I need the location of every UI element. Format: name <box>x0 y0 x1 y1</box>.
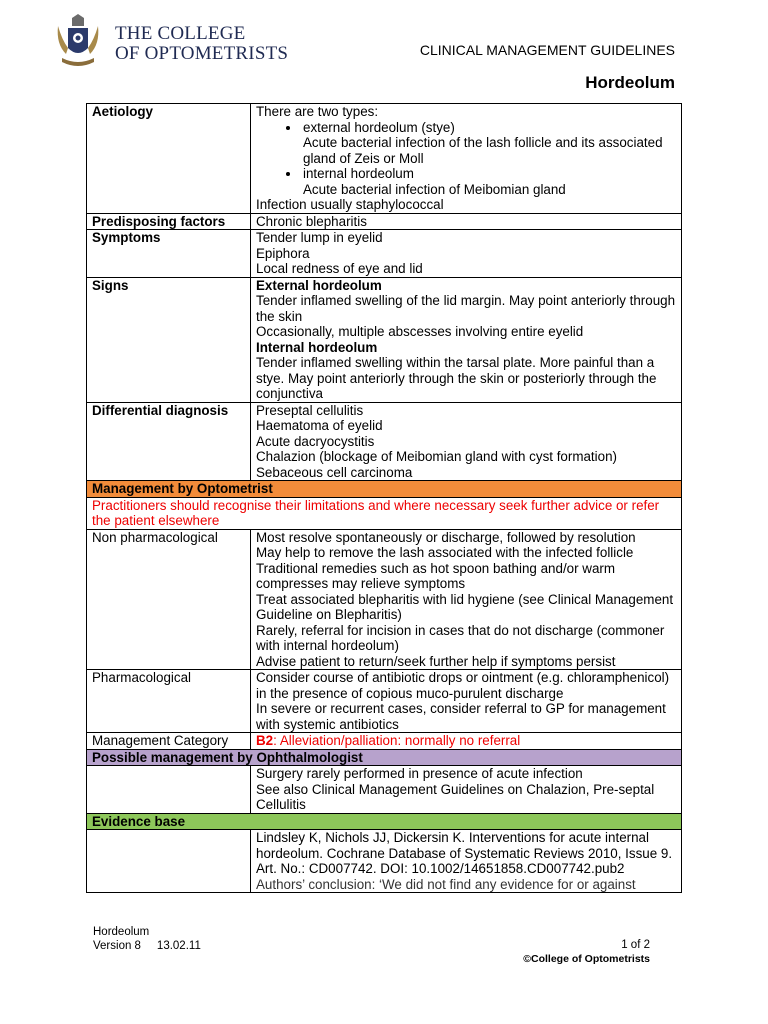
row-symptoms <box>87 230 682 278</box>
list-item <box>301 166 676 197</box>
label-signs: Signs <box>87 277 251 402</box>
list-item: Epiphora <box>256 245 310 261</box>
guidelines-heading: CLINICAL MANAGEMENT GUIDELINES <box>419 42 675 58</box>
list-item: Local redness of eye and lid <box>256 261 423 276</box>
management-warning: Practitioners should recognise their limitations and where necessary seek further advice or refer the patient elsewhere <box>87 497 682 529</box>
row-differential <box>87 402 682 481</box>
row-pharmacological <box>87 670 682 733</box>
label-predisposing: Predisposing factors <box>87 213 251 230</box>
list-item: Acute dacryocystitis <box>256 433 375 449</box>
list-item: See also Clinical Management Guidelines on Chalazion, Pre-septal Cellulitis <box>256 781 655 812</box>
row-non-pharmacological <box>87 529 682 670</box>
label-aetiology: Aetiology <box>87 104 251 214</box>
list-item: Tender inflamed swelling within the tarsal plate. More painful than a stye. May point anteriorly through the skin or posteriorly through the conjunctiva <box>256 355 657 401</box>
row-predisposing <box>87 213 682 230</box>
list-item: Rarely, referral for incision in cases that do not discharge (commoner with internal hordeolum) <box>256 622 665 653</box>
type-2-title: internal hordeolum <box>303 166 414 181</box>
document-title: Hordeolum <box>585 73 675 92</box>
list-item: Consider course of antibiotic drops or ointment (e.g. chloramphenicol) in the presence of copious muco-purulent discharge <box>256 670 670 701</box>
row-management-warning <box>87 497 682 529</box>
footer-doc-name: Hordeolum <box>93 926 150 938</box>
row-ophthalmologist-header <box>87 749 682 766</box>
type-1-desc: Acute bacterial infection of the lash follicle and its associated gland of Zeis or Moll <box>303 135 663 166</box>
aetiology-outro: Infection usually staphylococcal <box>256 197 444 212</box>
cell-signs <box>251 277 682 402</box>
page-number: 1 of 2 <box>621 939 650 951</box>
category-text: : Alleviation/palliation: normally no referral <box>273 733 521 748</box>
section-header-evidence: Evidence base <box>87 813 682 830</box>
organisation-name <box>115 24 288 64</box>
list-item: Most resolve spontaneously or discharge, followed by resolution <box>256 529 636 545</box>
aetiology-types-list <box>256 120 676 198</box>
list-item: Tender lump in eyelid <box>256 230 383 245</box>
signs-internal-heading: Internal hordeolum <box>256 339 378 355</box>
list-item: Tender inflamed swelling of the lid margin. May point anteriorly through the skin <box>256 293 676 324</box>
label-empty <box>87 766 251 814</box>
list-item: Advise patient to return/seek further help if symptoms persist <box>256 653 616 669</box>
copyright: ©College of Optometrists <box>523 953 650 965</box>
org-line-1: THE COLLEGE <box>115 23 246 44</box>
cell-differential <box>251 402 682 481</box>
college-crest-logo <box>52 14 104 68</box>
evidence-conclusion: Authors’ conclusion: ‘We did not find any evidence for or against <box>256 876 636 892</box>
row-management-category <box>87 733 682 750</box>
list-item: Sebaceous cell carcinoma <box>256 464 413 480</box>
type-2-desc: Acute bacterial infection of Meibomian gland <box>303 181 566 197</box>
label-symptoms: Symptoms <box>87 230 251 278</box>
list-item: In severe or recurrent cases, consider referral to GP for management with systemic antibiotics <box>256 701 666 732</box>
label-non-pharmacological: Non pharmacological <box>87 529 251 670</box>
row-evidence-header <box>87 813 682 830</box>
cell-pharmacological <box>251 670 682 733</box>
section-header-ophthalmologist: Possible management by Ophthalmologist <box>87 749 682 766</box>
footer-info <box>93 925 201 953</box>
footer-version: Version 8 13.02.11 <box>93 940 201 952</box>
cell-evidence <box>251 830 682 893</box>
org-line-2: OF OPTOMETRISTS <box>115 43 289 64</box>
category-code: B2 <box>256 733 274 748</box>
cell-ophthalmologist <box>251 766 682 814</box>
row-signs <box>87 277 682 402</box>
label-empty <box>87 830 251 893</box>
type-1-title: external hordeolum (stye) <box>303 119 455 135</box>
label-management-category: Management Category <box>87 733 251 750</box>
label-pharmacological: Pharmacological <box>87 670 251 733</box>
list-item: May help to remove the lash associated with the infected follicle <box>256 545 634 560</box>
row-aetiology <box>87 104 682 214</box>
cell-aetiology <box>251 104 682 214</box>
signs-external-heading: External hordeolum <box>256 277 382 293</box>
evidence-reference: Lindsley K, Nichols JJ, Dickersin K. Interventions for acute internal hordeolum. Cochrane Database of Systematic Reviews 2010, Issue 9. Art. No.: CD007742. DOI: 10.1002/14651858.CD007742.pub2 <box>256 830 673 876</box>
list-item: Chalazion (blockage of Meibomian gland with cyst formation) <box>256 449 617 464</box>
row-ophthalmologist <box>87 766 682 814</box>
cell-predisposing: Chronic blepharitis <box>251 213 682 230</box>
label-differential: Differential diagnosis <box>87 402 251 481</box>
list-item: Preseptal cellulitis <box>256 402 364 418</box>
row-management-optometrist-header <box>87 481 682 498</box>
guideline-table <box>86 103 682 893</box>
list-item: Surgery rarely performed in presence of acute infection <box>256 766 583 781</box>
cell-non-pharmacological <box>251 529 682 670</box>
cell-management-category <box>251 733 682 750</box>
list-item: Occasionally, multiple abscesses involving entire eyelid <box>256 324 584 339</box>
list-item: Treat associated blepharitis with lid hygiene (see Clinical Management Guideline on Blepharitis) <box>256 591 674 622</box>
list-item <box>301 120 676 167</box>
row-evidence <box>87 830 682 893</box>
list-item: Traditional remedies such as hot spoon bathing and/or warm compresses may relieve symptoms <box>256 560 616 591</box>
cell-symptoms <box>251 230 682 278</box>
list-item: Haematoma of eyelid <box>256 418 383 433</box>
aetiology-intro: There are two types: <box>256 104 379 119</box>
section-header-optometrist: Management by Optometrist <box>87 481 682 498</box>
